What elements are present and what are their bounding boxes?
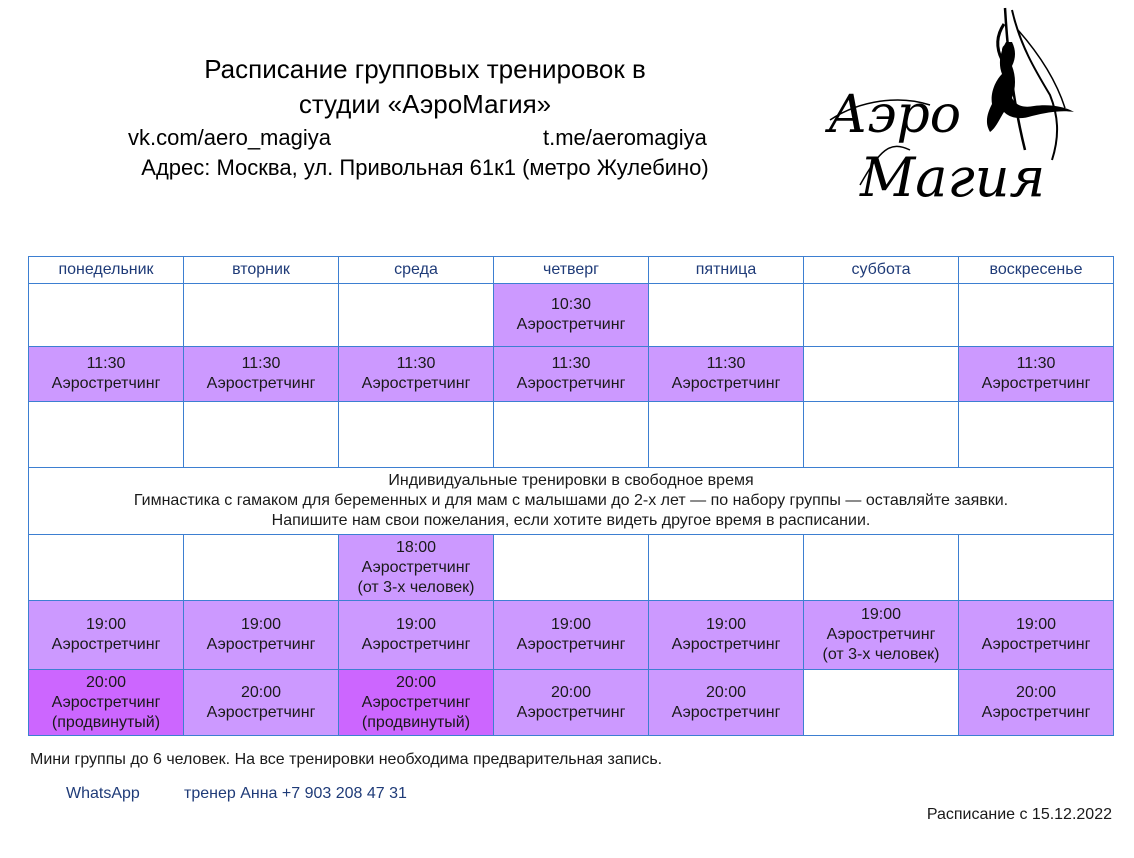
slot-cell	[649, 402, 804, 468]
day-header-monday: понедельник	[29, 257, 184, 284]
info-row	[29, 468, 1114, 535]
svg-text:Магия: Магия	[860, 146, 1046, 209]
slot-class-name: Аэростретчинг	[671, 636, 781, 653]
slot-class-name: Аэростретчинг	[671, 375, 781, 392]
class-slot[interactable]	[959, 347, 1114, 402]
slot-cell	[804, 535, 959, 601]
slot-time: 11:30	[706, 355, 746, 372]
slot-class-name: Аэростретчинг	[361, 693, 471, 711]
class-slot[interactable]	[804, 601, 959, 670]
class-slot[interactable]	[184, 670, 339, 736]
slot-time: 19:00	[860, 606, 902, 623]
slot-class-name: Аэростретчинг	[51, 636, 161, 653]
slot-class-name: Аэростретчинг	[51, 375, 161, 392]
schedule-effective-date: Расписание с 15.12.2022	[926, 806, 1112, 823]
slot-cell	[804, 284, 959, 347]
vk-link[interactable]: vk.com/aero_magiya	[128, 125, 331, 150]
class-slot[interactable]	[649, 601, 804, 670]
telegram-link[interactable]: t.me/aeromagiya	[543, 125, 707, 150]
slot-cell	[649, 284, 804, 347]
class-slot[interactable]	[649, 670, 804, 736]
slot-time: 20:00	[85, 673, 127, 691]
class-slot[interactable]	[29, 347, 184, 402]
slot-time: 19:00	[1015, 616, 1057, 633]
day-header-tuesday: вторник	[184, 257, 339, 284]
class-slot[interactable]	[184, 601, 339, 670]
class-slot[interactable]	[494, 601, 649, 670]
class-slot[interactable]	[339, 347, 494, 402]
slot-time: 11:30	[1016, 355, 1056, 372]
slot-class-name: Аэростретчинг	[516, 703, 626, 721]
slot-cell	[29, 402, 184, 468]
slot-cell	[959, 402, 1114, 468]
info-individual: Индивидуальные тренировки в свободное время	[388, 472, 754, 489]
slot-time: 11:30	[86, 355, 126, 372]
slot-cell	[494, 402, 649, 468]
class-slot[interactable]	[339, 601, 494, 670]
slot-class-name: Аэростретчинг	[51, 693, 161, 711]
slot-class-name: Аэростретчинг	[516, 316, 626, 333]
slot-note: (от 3-х человек)	[822, 646, 940, 663]
info-cell	[29, 468, 1114, 535]
slot-note: (от 3-х человек)	[357, 578, 475, 596]
class-slot[interactable]	[29, 601, 184, 670]
page-title-line-1: Расписание групповых тренировок в	[204, 54, 646, 84]
day-header-thursday: четверг	[494, 257, 649, 284]
slot-time: 20:00	[550, 683, 592, 701]
slot-cell	[339, 284, 494, 347]
slot-cell	[339, 402, 494, 468]
info-pregnant-moms: Гимнастика с гамаком для беременных и для мам с малышами до 2-х лет — по набору группы — оставляйте заявки.	[133, 492, 1009, 509]
class-slot-advanced[interactable]	[29, 670, 184, 736]
class-slot[interactable]	[494, 284, 649, 347]
whatsapp-link[interactable]: WhatsApp	[66, 785, 140, 802]
slot-class-name: Аэростретчинг	[981, 703, 1091, 721]
day-header-friday: пятница	[649, 257, 804, 284]
studio-logo	[820, 0, 1090, 215]
class-slot[interactable]	[494, 347, 649, 402]
schedule-row-1130	[29, 347, 1114, 402]
schedule-row-1030	[29, 284, 1114, 347]
slot-time: 11:30	[241, 355, 281, 372]
class-slot[interactable]	[649, 347, 804, 402]
slot-cell	[649, 535, 804, 601]
schedule-row-1900	[29, 601, 1114, 670]
slot-time: 19:00	[240, 616, 282, 633]
slot-time: 19:00	[550, 616, 592, 633]
class-slot[interactable]	[339, 535, 494, 601]
class-slot[interactable]	[959, 601, 1114, 670]
schedule-table	[28, 256, 1114, 736]
slot-time: 20:00	[240, 683, 282, 701]
day-header-saturday: суббота	[804, 257, 959, 284]
slot-cell	[804, 347, 959, 402]
slot-cell	[184, 284, 339, 347]
slot-note: (продвинутый)	[361, 713, 471, 731]
class-slot[interactable]	[494, 670, 649, 736]
slot-time: 19:00	[85, 616, 127, 633]
coach-contact[interactable]: тренер Анна +7 903 208 47 31	[184, 785, 407, 802]
slot-time: 10:30	[550, 296, 592, 313]
slot-cell	[184, 535, 339, 601]
page-title-line-2: студии «АэроМагия»	[298, 89, 552, 119]
schedule-row-empty	[29, 402, 1114, 468]
slot-time: 18:00	[395, 538, 437, 556]
booking-note: Мини группы до 6 человек. На все тренировки необходима предварительная запись.	[30, 751, 663, 768]
slot-cell	[29, 284, 184, 347]
slot-class-name: Аэростретчинг	[981, 636, 1091, 653]
slot-time: 20:00	[395, 673, 437, 691]
slot-class-name: Аэростретчинг	[981, 375, 1091, 392]
slot-class-name: Аэростретчинг	[361, 558, 471, 576]
slot-time: 20:00	[705, 683, 747, 701]
slot-class-name: Аэростретчинг	[361, 636, 471, 653]
slot-class-name: Аэростретчинг	[206, 636, 316, 653]
social-links	[60, 120, 790, 152]
svg-text:Аэро: Аэро	[828, 85, 962, 145]
slot-cell	[184, 402, 339, 468]
slot-note: (продвинутый)	[51, 713, 161, 731]
slot-class-name: Аэростретчинг	[826, 626, 936, 643]
slot-time: 11:30	[551, 355, 591, 372]
slot-cell	[804, 670, 959, 736]
slot-time: 19:00	[705, 616, 747, 633]
info-wishes: Напишите нам свои пожелания, если хотите видеть другое время в расписании.	[271, 512, 871, 529]
slot-class-name: Аэростретчинг	[516, 375, 626, 392]
slot-cell	[959, 284, 1114, 347]
slot-cell	[804, 402, 959, 468]
slot-class-name: Аэростретчинг	[206, 375, 316, 392]
slot-class-name: Аэростретчинг	[361, 375, 471, 392]
class-slot[interactable]	[184, 347, 339, 402]
slot-time: 20:00	[1015, 683, 1057, 701]
class-slot-advanced[interactable]	[339, 670, 494, 736]
slot-class-name: Аэростретчинг	[671, 703, 781, 721]
slot-cell	[29, 535, 184, 601]
schedule-row-1800	[29, 535, 1114, 601]
day-header-wednesday: среда	[339, 257, 494, 284]
studio-address: Адрес: Москва, ул. Привольная 61к1 (метро Жулебино)	[141, 155, 709, 180]
schedule-header	[60, 52, 790, 180]
slot-time: 19:00	[395, 616, 437, 633]
slot-class-name: Аэростретчинг	[206, 703, 316, 721]
slot-class-name: Аэростретчинг	[516, 636, 626, 653]
slot-cell	[494, 535, 649, 601]
class-slot[interactable]	[959, 670, 1114, 736]
slot-cell	[959, 535, 1114, 601]
aerial-dancer-icon	[820, 0, 1090, 215]
weekday-header-row	[29, 257, 1114, 284]
day-header-sunday: воскресенье	[959, 257, 1114, 284]
schedule-row-2000	[29, 670, 1114, 736]
slot-time: 11:30	[396, 355, 436, 372]
